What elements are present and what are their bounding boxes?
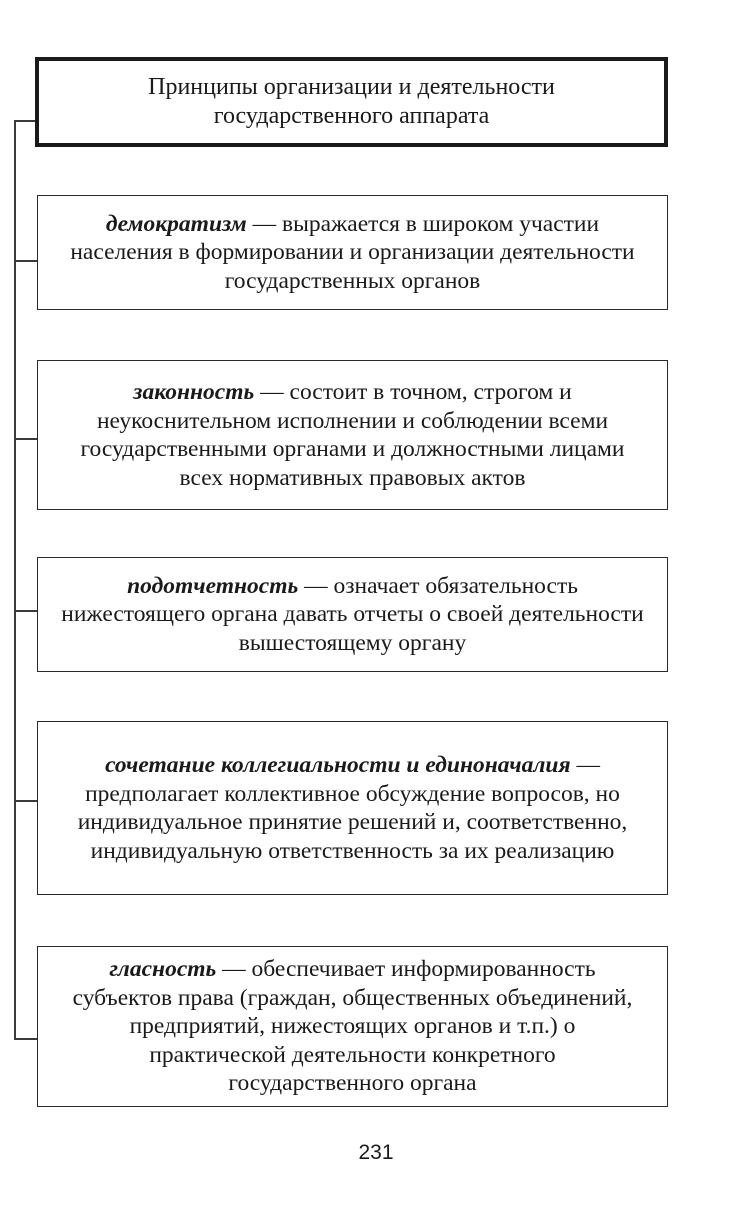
principle-text xyxy=(60,572,645,658)
principle-text xyxy=(60,378,645,492)
connector-stub-collegiality xyxy=(14,800,37,802)
principle-text xyxy=(60,955,645,1098)
connector-stub-publicity xyxy=(14,1038,37,1040)
principle-description: — выражается в широком участии населения в формировании и организации деятельности государственных органов xyxy=(70,210,635,294)
principle-term: сочетание коллегиальности и единоначалия xyxy=(105,752,571,778)
principle-term: законность xyxy=(133,379,255,405)
principle-box-democratism xyxy=(37,195,668,310)
principle-text xyxy=(60,751,645,865)
connector-spine xyxy=(14,120,16,1040)
connector-stub-title xyxy=(14,120,36,122)
page-number: 231 xyxy=(358,1141,394,1164)
connector-stub-legality xyxy=(14,438,37,440)
connector-stub-democratism xyxy=(14,260,37,262)
principle-box-collegiality xyxy=(37,721,668,895)
diagram-title-box xyxy=(35,57,668,147)
principle-term: гласность xyxy=(109,956,217,983)
principle-box-accountability xyxy=(37,557,668,672)
principle-description: — предполагает коллективное обсуждение вопросов, но индивидуальное принятие решений и, соответственно, индивидуальную ответственность за их реализацию xyxy=(77,752,628,864)
diagram-title: Принципы организации и деятельности государственного аппарата xyxy=(148,74,555,129)
principle-description: — обеспечивает информированность субъектов права (граждан, общественных объединений, предприятий, нижестоящих органов и т.п.) о практической деятельности конкретного государственного органа xyxy=(72,956,633,1097)
principle-term: подотчетность xyxy=(127,572,299,599)
principle-description: — означает обязательность нижестоящего органа давать отчеты о своей деятельности вышестоящему органу xyxy=(61,572,644,656)
connector-stub-accountability xyxy=(14,610,37,612)
principle-description: — состоит в точном, строгом и неукоснительном исполнении и соблюдении всеми государственными органами и должностными лицами всех нормативных правовых актов xyxy=(80,379,625,491)
principle-box-legality xyxy=(37,360,668,510)
principle-box-publicity xyxy=(37,946,668,1107)
principle-term: демократизм xyxy=(105,210,247,237)
principle-text xyxy=(60,210,645,296)
